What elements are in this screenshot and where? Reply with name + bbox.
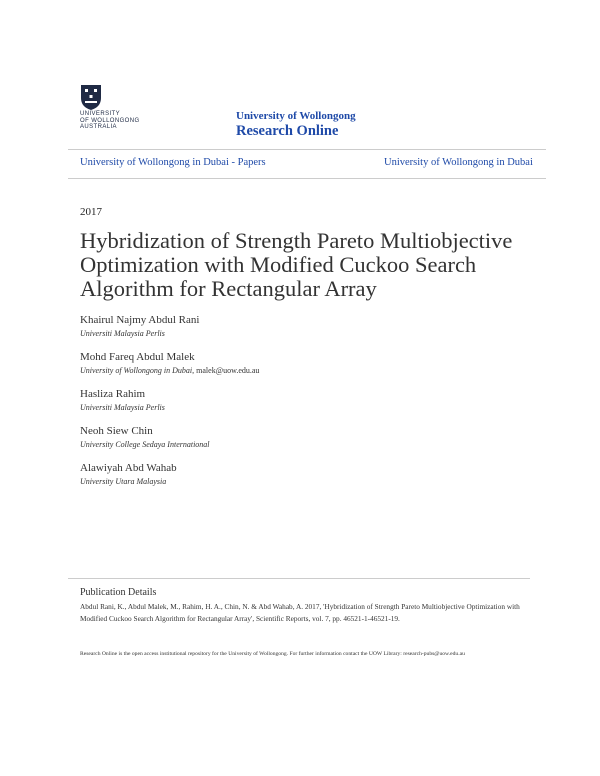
author-affiliation: Universiti Malaysia Perlis — [80, 403, 165, 412]
author-name[interactable]: Alawiyah Abd Wahab — [80, 462, 177, 474]
repository-name[interactable]: Research Online — [236, 123, 339, 139]
publication-citation: Abdul Rani, K., Abdul Malek, M., Rahim, H. A., Chin, N. & Abd Wahab, A. 2017, 'Hybridization of Strength Pareto Multiobjective Optimization with Modified Cuckoo Search Algorithm for Rectangular Array', Scientific Reports, vol. 7, pp. 46521-1-46521-19. — [80, 602, 520, 623]
author-block-3 — [80, 388, 165, 413]
author-name[interactable]: Neoh Siew Chin — [80, 425, 153, 437]
author-block-5 — [80, 462, 177, 487]
author-affiliation: University of Wollongong in Dubai, malek@uow.edu.au — [80, 366, 260, 375]
publication-details-heading: Publication Details — [80, 587, 157, 598]
author-affiliation: University College Sedaya International — [80, 440, 210, 449]
publication-year: 2017 — [80, 206, 102, 218]
university-logo — [80, 84, 150, 136]
author-email: , malek@uow.edu.au — [192, 366, 260, 375]
author-block-1 — [80, 314, 199, 339]
crest-icon — [80, 84, 102, 111]
logo-text-line-3: AUSTRALIA — [80, 124, 117, 130]
author-block-4 — [80, 425, 210, 450]
author-name[interactable]: Hasliza Rahim — [80, 388, 146, 400]
author-affiliation: Universiti Malaysia Perlis — [80, 329, 165, 338]
author-name[interactable]: Mohd Fareq Abdul Malek — [80, 351, 195, 363]
paper-title: Hybridization of Strength Pareto Multiobjective Optimization with Modified Cuckoo Search Algorithm for Rectangular Array — [80, 228, 513, 301]
author-block-2 — [80, 351, 259, 376]
logo-text-line-2: OF WOLLONGONG — [80, 117, 140, 124]
repository-header — [236, 110, 356, 140]
logo-text-line-1: UNIVERSITY — [80, 111, 121, 117]
repository-footer-note: Research Online is the open access institutional repository for the University of Wollongong. For further information contact the UOW Library: research-pubs@uow.edu.au — [80, 651, 465, 657]
nav-top-rule — [68, 149, 546, 150]
papers-collection-link[interactable]: University of Wollongong in Dubai - Papers — [80, 157, 266, 168]
nav-bottom-rule — [68, 178, 546, 179]
publication-rule — [68, 578, 530, 579]
faculty-link[interactable]: University of Wollongong in Dubai — [384, 157, 533, 168]
author-name[interactable]: Khairul Najmy Abdul Rani — [80, 314, 200, 326]
author-affiliation: University Utara Malaysia — [80, 477, 167, 486]
university-name[interactable]: University of Wollongong — [236, 110, 356, 122]
